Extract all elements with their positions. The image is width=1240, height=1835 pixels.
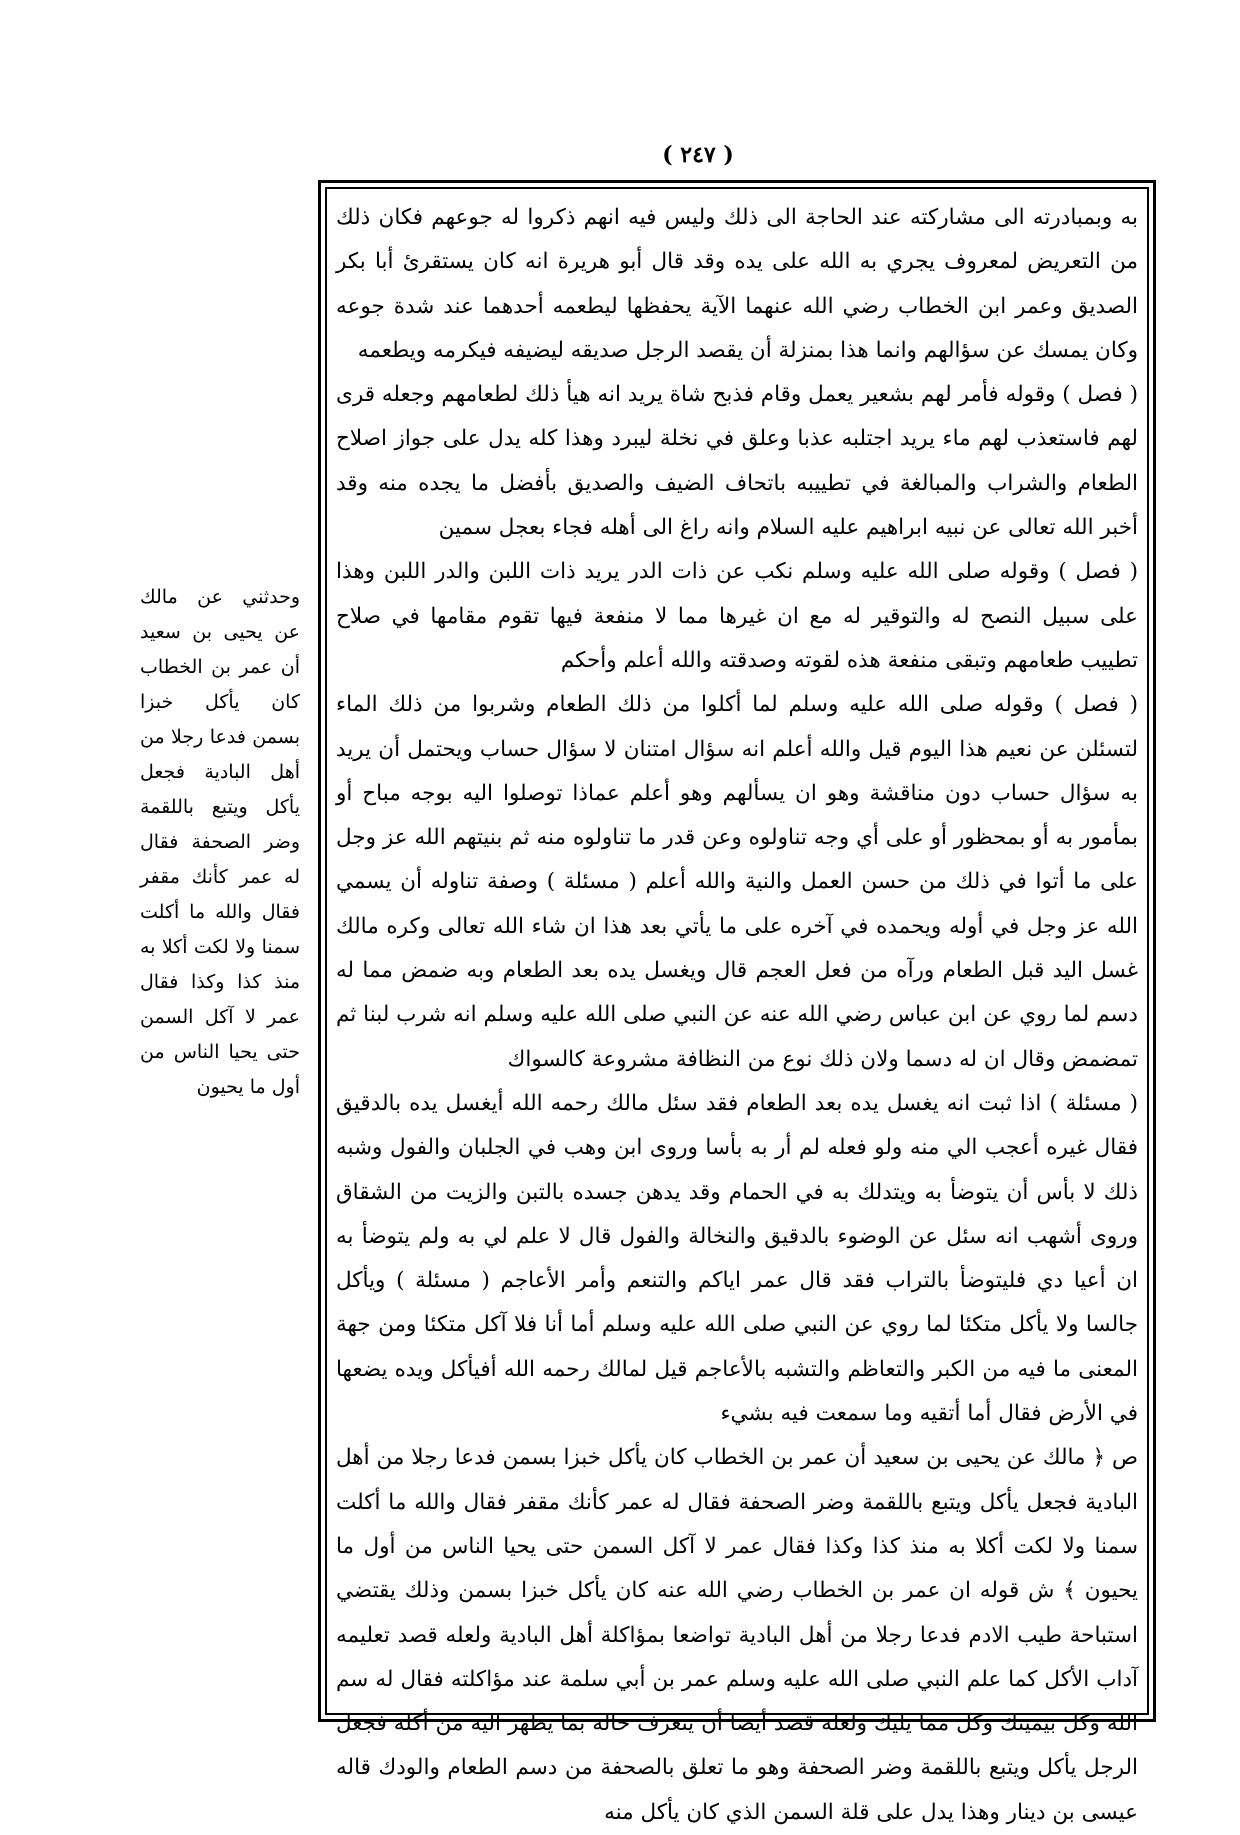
margin-hadith-text: وحدثني عن مالك عن يحيى بن سعيد أن عمر بن الخطاب كان يأكل خبزا بسمن فدعا رجلا من أهل البادية فجعل يأكل ويتبع باللقمة وضر الصحفة فقال له عمر كأنك مقفر فقال والله ما أكلت سمنا ولا لكت أكلا به منذ كذا وكذا فقال عمر لا آكل السمن حتى يحيا الناس من أول ما يحيون — [140, 586, 300, 1098]
paragraph: ( فصل ) وقوله صلى الله عليه وسلم نكب عن ذات الدر يريد ذات اللبن والدر اللبن وهذا على سبيل النصح له والتوقير له مع ان غيرها مما لا منفعة فيها تقوم مقامها في صلاح تطييب طعامهم وتبقى منفعة هذه لقوته وصدقته والله أعلم وأحكم — [336, 559, 1138, 673]
paragraph: به وبمبادرته الى مشاركته عند الحاجة الى ذلك وليس فيه انهم ذكروا له جوعهم فكان ذلك من التعريض لمعروف يجري به الله على يده وقد قال أبو هريرة انه كان يستقرئ أبا بكر الصديق وعمر ابن الخطاب رضي الله عنهما الآية يحفظها ليطعمه أحدهما عند شدة جوعه وكان يمسك عن سؤالهم وانما هذا بمنزلة أن يقصد الرجل صديقه ليضيفه فيكرمه ويطعمه — [336, 205, 1138, 363]
paragraph: ص ﴿ مالك عن يحيى بن سعيد أن عمر بن الخطاب كان يأكل خبزا بسمن فدعا رجلا من أهل البادية فجعل يأكل ويتبع باللقمة وضر الصحفة فقال له عمر كأنك مقفر فقال والله ما أكلت سمنا ولا لكت أكلا به منذ كذا وكذا فقال عمر لا آكل السمن حتى يحيا الناس من أول ما يحيون ﴾ ش قوله ان عمر بن الخطاب رضي الله عنه كان يأكل خبزا بسمن وذلك يقتضي استباحة طيب الادم فدعا رجلا من أهل البادية تواضعا بمؤاكلة أهل البادية ولعله قصد تعليمه آداب الأكل كما علم النبي صلى الله عليه وسلم عمر بن أبي سلمة عند مؤاكلته فقال له سم الله وكل بيمينك وكل مما يليك ولعله قصد أيضا أن يتعرف حاله بما يظهر اليه من أكله فجعل الرجل يأكل ويتبع باللقمة وضر الصحفة وهو ما تعلق بالصحفة من دسم الطعام والودك قاله عيسى بن دينار وهذا يدل على قلة السمن الذي كان يأكل منه — [336, 1445, 1138, 1825]
paragraph: ( مسئلة ) اذا ثبت انه يغسل يده بعد الطعام فقد سئل مالك رحمه الله أيغسل يده بالدقيق فقال غيره أعجب الي منه ولو فعله لم أر به بأسا وروى ابن وهب في الجلبان والفول وشبه ذلك لا بأس أن يتوضأ به ويتدلك به في الحمام وقد يدهن جسده بالتبن والزيت من الشقاق وروى أشهب انه سئل عن الوضوء بالدقيق والنخالة والفول قال لا علم لي به ولم يتوضأ به ان أعيا دي فليتوضأ بالتراب فقد قال عمر اياكم والتنعم وأمر الأعاجم ( مسئلة ) ويأكل جالسا ولا يأكل متكئا لما روي عن النبي صلى الله عليه وسلم أما أنا فلا آكل متكئا ومن جهة المعنى ما فيه من الكبر والتعاظم والتشبه بالأعاجم قيل لمالك رحمه الله أفيأكل ويده يضعها في الأرض فقال أما أتقيه وما سمعت فيه بشيء — [336, 1090, 1138, 1427]
paragraph: ( فصل ) وقوله فأمر لهم بشعير يعمل وقام فذبح شاة يريد انه هيأ ذلك لطعامهم وجعله قرى لهم فاستعذب لهم ماء يريد اجتلبه عذبا وعلق في نخلة ليبرد وهذا كله يدل على جواز اصلاح الطعام والشراب والمبالغة في تطييبه باتحاف الضيف والصديق بأفضل ما يجده منه وقد أخبر الله تعالى عن نبيه ابراهيم عليه السلام وانه راغ الى أهله فجاء بعجل سمين — [336, 382, 1138, 541]
commentary-text — [336, 196, 1138, 1835]
paragraph: ( فصل ) وقوله صلى الله عليه وسلم لما أكلوا من ذلك الطعام وشربوا من ذلك الماء لتسئلن عن نعيم هذا اليوم قيل والله أعلم انه سؤال امتنان لا سؤال حساب ويحتمل أن يريد به سؤال حساب دون مناقشة وهو ان يسألهم وهو أعلم عماذا توصلوا اليه بوجه مباح أو بمأمور به أو بمحظور أو على أي وجه تناولوه وعن قدر ما تناولوه منه ثم بنيتهم الله عز وجل على ما أتوا في ذلك من حسن العمل والنية والله أعلم ( مسئلة ) وصفة تناوله أن يسمي الله عز وجل في أوله ويحمده في آخره على ما يأتي بعد هذا ان شاء الله تعالى وكره مالك غسل اليد قبل الطعام ورآه من فعل العجم قال ويغسل يده بعد الطعام وبه ضمض مما له دسم لما روي عن ابن عباس رضي الله عنه عن النبي صلى الله عليه وسلم انه شرب لبنا ثم تمضمض وقال ان له دسما ولان ذلك نوع من النظافة مشروعة كالسواك — [336, 692, 1138, 1072]
page-number: ( ٢٤٧ ) — [662, 142, 734, 168]
